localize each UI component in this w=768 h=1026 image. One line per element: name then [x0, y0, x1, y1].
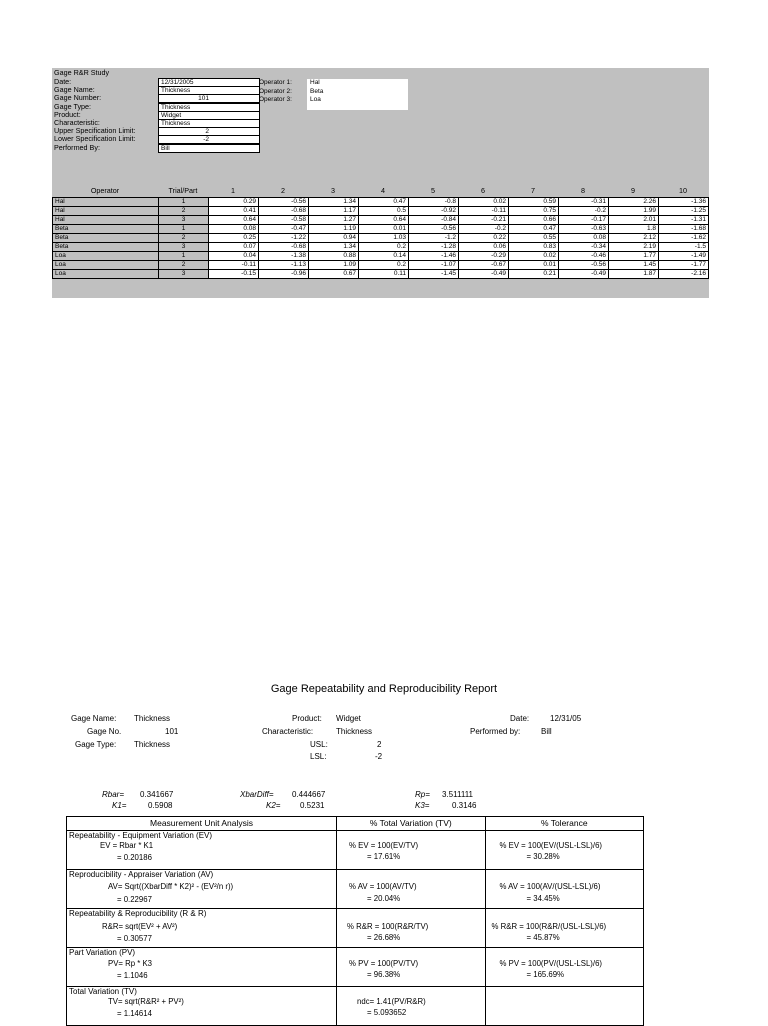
measurement-cell: 2.19: [609, 243, 659, 252]
av-tol-formula: % AV = 100(AV/(USL-LSL)/6): [499, 882, 601, 891]
measurement-cell: 0.47: [359, 198, 409, 207]
measurement-cell: -0.46: [559, 252, 609, 261]
lsl-label: LSL:: [310, 752, 327, 761]
av-cell: [67, 870, 336, 908]
measurement-cell: 0.01: [509, 261, 559, 270]
measurement-cell: 0.66: [509, 216, 559, 225]
measurement-cell: -1.49: [659, 252, 709, 261]
operator-cell: Beta: [53, 234, 159, 243]
gage-no-value: 101: [165, 727, 179, 736]
study-field-value: Thickness: [158, 103, 260, 112]
measurement-cell: -0.67: [459, 261, 509, 270]
measurement-cell: 1.09: [309, 261, 359, 270]
measurement-cell: -1.25: [659, 207, 709, 216]
operator-cell: Hal: [53, 207, 159, 216]
trial-cell: 1: [159, 252, 209, 261]
gage-name-value: Thickness: [134, 714, 171, 723]
pv-formula: PV= Rp * K3: [108, 959, 152, 968]
pv-tv-value: = 96.38%: [367, 970, 401, 979]
measurement-cell: 0.29: [209, 198, 259, 207]
tv-header: % Total Variation (TV): [337, 817, 485, 831]
rr-tv-formula: % R&R = 100(R&R/TV): [347, 922, 429, 931]
measurement-cell: 1.17: [309, 207, 359, 216]
grid-row: [53, 207, 709, 216]
measurement-cell: 0.11: [359, 270, 409, 279]
study-title: Gage R&R Study: [54, 68, 110, 77]
tv-cell: [67, 987, 336, 1025]
measurement-cell: 1.03: [359, 234, 409, 243]
measurement-cell: -1.07: [409, 261, 459, 270]
k2-label: K2=: [266, 801, 281, 810]
rr-value: = 0.30577: [117, 934, 152, 943]
study-field-label: Lower Specification Limit:: [54, 134, 136, 144]
mua-header: Measurement Unit Analysis: [67, 817, 337, 831]
measurement-cell: 0.04: [209, 252, 259, 261]
rp-label: Rp=: [415, 790, 430, 799]
measurement-cell: -1.22: [259, 234, 309, 243]
xbardiff-value: 0.444667: [292, 790, 326, 799]
measurement-cell: -0.63: [559, 225, 609, 234]
operator-cell: Loa: [53, 270, 159, 279]
report-title: Gage Repeatability and Reproducibility Report: [270, 683, 498, 695]
measurement-cell: 0.14: [359, 252, 409, 261]
trial-cell: 2: [159, 261, 209, 270]
rr-tol-value: = 45.87%: [526, 933, 560, 942]
ndc-formula: ndc= 1.41(PV/R&R): [357, 997, 426, 1006]
measurement-cell: -1.31: [659, 216, 709, 225]
measurement-cell: -1.28: [409, 243, 459, 252]
av-formula: AV= Sqrt((XbarDiff * K2)² - (EV²/n r)): [108, 882, 234, 891]
measurement-cell: 0.02: [459, 198, 509, 207]
grid-row: [53, 225, 709, 234]
measurement-cell: 0.02: [509, 252, 559, 261]
rr-tv-cell: [337, 909, 484, 947]
measurement-cell: 2.01: [609, 216, 659, 225]
measurement-cell: -0.56: [259, 198, 309, 207]
measurement-grid: [52, 197, 709, 279]
measurement-cell: 1.87: [609, 270, 659, 279]
characteristic-value: Thickness: [336, 727, 373, 736]
pv-tol-value: = 165.69%: [526, 970, 565, 979]
ev-formula: EV = Rbar * K1: [100, 841, 154, 850]
k3-label: K3=: [415, 801, 430, 810]
study-field-value: Thickness: [158, 86, 260, 95]
ev-tol-cell: [486, 831, 643, 869]
measurement-cell: 0.47: [509, 225, 559, 234]
grid-column-header: 10: [679, 186, 687, 195]
pv-cell: [67, 948, 336, 986]
k1-label: K1=: [112, 801, 127, 810]
ev-tv-cell: [337, 831, 484, 869]
k2-value: 0.5231: [300, 801, 325, 810]
pv-title: Part Variation (PV): [69, 948, 136, 957]
measurement-cell: -1.2: [409, 234, 459, 243]
measurement-cell: 0.21: [509, 270, 559, 279]
grid-row: [53, 243, 709, 252]
k1-value: 0.5908: [148, 801, 173, 810]
measurement-cell: 2.12: [609, 234, 659, 243]
usl-value: 2: [377, 740, 382, 749]
ndc-cell: [337, 987, 484, 1025]
grid-column-header: 4: [381, 186, 385, 195]
study-field-label: Date:: [54, 77, 72, 86]
grid-column-header: 1: [231, 186, 235, 195]
av-tol-value: = 34.45%: [526, 894, 560, 903]
characteristic-label: Characteristic:: [262, 727, 314, 736]
study-field-label: Gage Type:: [54, 101, 92, 111]
rr-title: Repeatability & Reproducibility (R & R): [69, 909, 207, 918]
date-label: Date:: [510, 714, 530, 723]
ev-tv-value: = 17.61%: [367, 852, 401, 861]
lsl-value: -2: [375, 752, 383, 761]
operator-cell: Loa: [53, 252, 159, 261]
operator-cell: Hal: [53, 198, 159, 207]
performed-by-label: Performed by:: [470, 727, 521, 736]
operator-label: Operator 1:: [259, 79, 292, 86]
measurement-cell: -1.46: [409, 252, 459, 261]
measurement-cell: 0.25: [209, 234, 259, 243]
trial-cell: 1: [159, 225, 209, 234]
measurement-cell: 0.08: [559, 234, 609, 243]
measurement-cell: 0.22: [459, 234, 509, 243]
product-value: Widget: [336, 714, 361, 723]
operator-name: Loa: [310, 96, 321, 103]
grid-column-header: 9: [631, 186, 635, 195]
av-title: Reproducibility - Appraiser Variation (AV): [69, 870, 214, 879]
study-field-label: Performed By:: [54, 142, 100, 152]
measurement-cell: -1.68: [659, 225, 709, 234]
grid-row: [53, 270, 709, 279]
rbar-value: 0.341667: [140, 790, 174, 799]
measurement-cell: 0.64: [209, 216, 259, 225]
measurement-cell: 0.64: [359, 216, 409, 225]
pv-tv-formula: % PV = 100(PV/TV): [349, 959, 419, 968]
usl-label: USL:: [310, 740, 328, 749]
av-tv-cell: [337, 870, 484, 908]
grid-row: [53, 234, 709, 243]
measurement-cell: -0.8: [409, 198, 459, 207]
av-tol-cell: [486, 870, 643, 908]
ev-tol-value: = 30.28%: [526, 852, 560, 861]
measurement-cell: -0.92: [409, 207, 459, 216]
study-field-label: Gage Number:: [54, 93, 102, 103]
measurement-cell: -0.68: [259, 243, 309, 252]
measurement-cell: -0.2: [559, 207, 609, 216]
gage-type-label: Gage Type:: [75, 740, 117, 749]
measurement-cell: 0.88: [309, 252, 359, 261]
measurement-cell: 0.94: [309, 234, 359, 243]
measurement-cell: -1.38: [259, 252, 309, 261]
pv-value: = 1.1046: [117, 971, 148, 980]
rbar-label: Rbar=: [102, 790, 125, 799]
pv-tol-formula: % PV = 100(PV/(USL-LSL)/6): [499, 959, 603, 968]
grid-row: [53, 252, 709, 261]
rr-tol-formula: % R&R = 100(R&R/(USL-LSL)/6): [491, 922, 607, 931]
grid-row: [53, 216, 709, 225]
measurement-cell: -0.68: [259, 207, 309, 216]
xbardiff-label: XbarDiff=: [240, 790, 274, 799]
gage-type-value: Thickness: [134, 740, 171, 749]
operator-label: Operator 3:: [259, 96, 292, 103]
performed-by-value: Bill: [541, 727, 552, 736]
product-label: Product:: [292, 714, 322, 723]
measurement-cell: -1.77: [659, 261, 709, 270]
tv-formula: TV= sqrt(R&R² + PV²): [108, 997, 184, 1006]
ev-value: = 0.20186: [117, 853, 152, 862]
study-field-label: Product:: [54, 109, 81, 119]
empty-cell: [486, 987, 643, 1025]
ndc-value: = 5.093652: [367, 1008, 407, 1017]
grid-column-header: 8: [581, 186, 585, 195]
gage-no-label: Gage No.: [87, 727, 122, 736]
measurement-cell: 0.67: [309, 270, 359, 279]
study-field-value: -2: [158, 135, 260, 144]
rr-formula: R&R= sqrt(EV² + AV²): [102, 922, 178, 931]
measurement-cell: 0.01: [359, 225, 409, 234]
tv-title: Total Variation (TV): [69, 987, 137, 996]
measurement-cell: -0.58: [259, 216, 309, 225]
operator-cell: Beta: [53, 225, 159, 234]
rr-tv-value: = 26.68%: [367, 933, 401, 942]
pv-tv-cell: [337, 948, 484, 986]
measurement-cell: 0.41: [209, 207, 259, 216]
study-field-value: Bill: [158, 144, 260, 153]
measurement-cell: -0.21: [459, 216, 509, 225]
study-field-value: Thickness: [158, 119, 260, 128]
grid-column-header: 6: [481, 186, 485, 195]
measurement-cell: 1.77: [609, 252, 659, 261]
measurement-cell: -0.49: [459, 270, 509, 279]
measurement-cell: 0.83: [509, 243, 559, 252]
measurement-cell: -0.11: [209, 261, 259, 270]
operator-name: Hal: [310, 79, 320, 86]
measurement-cell: 0.59: [509, 198, 559, 207]
gage-name-label: Gage Name:: [71, 714, 117, 723]
measurement-cell: -0.56: [409, 225, 459, 234]
ev-cell: [67, 831, 336, 869]
ev-tv-formula: % EV = 100(EV/TV): [349, 841, 419, 850]
operator-cell: Beta: [53, 243, 159, 252]
grid-column-header: Operator: [90, 186, 120, 195]
grid-column-header: 5: [431, 186, 435, 195]
k3-value: 0.3146: [452, 801, 477, 810]
date-value: 12/31/05: [550, 714, 582, 723]
grid-row: [53, 261, 709, 270]
measurement-cell: 0.06: [459, 243, 509, 252]
measurement-cell: -0.34: [559, 243, 609, 252]
measurement-cell: 0.75: [509, 207, 559, 216]
measurement-cell: -0.15: [209, 270, 259, 279]
study-field-value: 2: [158, 127, 260, 136]
measurement-cell: -0.49: [559, 270, 609, 279]
operator-label: Operator 2:: [259, 87, 292, 95]
measurement-cell: 2.26: [609, 198, 659, 207]
study-field-value: 101: [158, 94, 260, 103]
measurement-cell: -1.13: [259, 261, 309, 270]
measurement-cell: -1.5: [659, 243, 709, 252]
trial-cell: 3: [159, 243, 209, 252]
pv-tol-cell: [486, 948, 643, 986]
grid-column-header: 2: [281, 186, 285, 195]
measurement-cell: -2.16: [659, 270, 709, 279]
measurement-cell: -0.11: [459, 207, 509, 216]
study-field-label: Gage Name:: [54, 85, 95, 95]
grid-row: [53, 198, 709, 207]
ev-title: Repeatability - Equipment Variation (EV): [69, 831, 213, 840]
measurement-cell: -0.17: [559, 216, 609, 225]
study-field-label: Upper Specification Limit:: [54, 126, 136, 136]
study-field-value: 12/31/2005: [158, 78, 260, 87]
measurement-cell: 1.19: [309, 225, 359, 234]
av-tv-formula: % AV = 100(AV/TV): [349, 882, 417, 891]
av-value: = 0.22967: [117, 895, 152, 904]
measurement-unit-analysis-table: [66, 816, 644, 1026]
measurement-cell: -0.47: [259, 225, 309, 234]
measurement-cell: 0.55: [509, 234, 559, 243]
study-field-label: Characteristic:: [54, 118, 100, 127]
measurement-cell: 1.45: [609, 261, 659, 270]
measurement-cell: -0.96: [259, 270, 309, 279]
measurement-cell: -0.31: [559, 198, 609, 207]
measurement-cell: 1.99: [609, 207, 659, 216]
measurement-cell: -1.62: [659, 234, 709, 243]
rr-cell: [67, 909, 336, 947]
measurement-cell: -1.45: [409, 270, 459, 279]
measurement-cell: -0.84: [409, 216, 459, 225]
measurement-cell: 0.2: [359, 243, 409, 252]
study-field-value: Widget: [158, 111, 260, 120]
measurement-cell: 1.27: [309, 216, 359, 225]
measurement-cell: 0.08: [209, 225, 259, 234]
trial-cell: 3: [159, 216, 209, 225]
trial-cell: 2: [159, 207, 209, 216]
measurement-cell: 0.2: [359, 261, 409, 270]
measurement-cell: 1.34: [309, 198, 359, 207]
operator-cell: Hal: [53, 216, 159, 225]
measurement-cell: 1.34: [309, 243, 359, 252]
rp-value: 3.511111: [442, 790, 473, 799]
measurement-cell: 1.8: [609, 225, 659, 234]
measurement-cell: -0.29: [459, 252, 509, 261]
av-tv-value: = 20.04%: [367, 894, 401, 903]
rr-tol-cell: [486, 909, 643, 947]
operator-cell: Loa: [53, 261, 159, 270]
grid-column-header: Trial/Part: [168, 186, 198, 195]
tv-value: = 1.14614: [117, 1009, 152, 1018]
measurement-cell: -0.2: [459, 225, 509, 234]
ev-tol-formula: % EV = 100(EV/(USL-LSL)/6): [499, 841, 603, 850]
trial-cell: 1: [159, 198, 209, 207]
grid-column-header: 7: [531, 186, 535, 195]
measurement-cell: -1.36: [659, 198, 709, 207]
measurement-cell: 0.5: [359, 207, 409, 216]
trial-cell: 3: [159, 270, 209, 279]
measurement-cell: -0.56: [559, 261, 609, 270]
trial-cell: 2: [159, 234, 209, 243]
tolerance-header: % Tolerance: [485, 817, 643, 831]
measurement-cell: 0.07: [209, 243, 259, 252]
operator-name: Beta: [310, 87, 324, 95]
grid-column-header: 3: [331, 186, 335, 195]
